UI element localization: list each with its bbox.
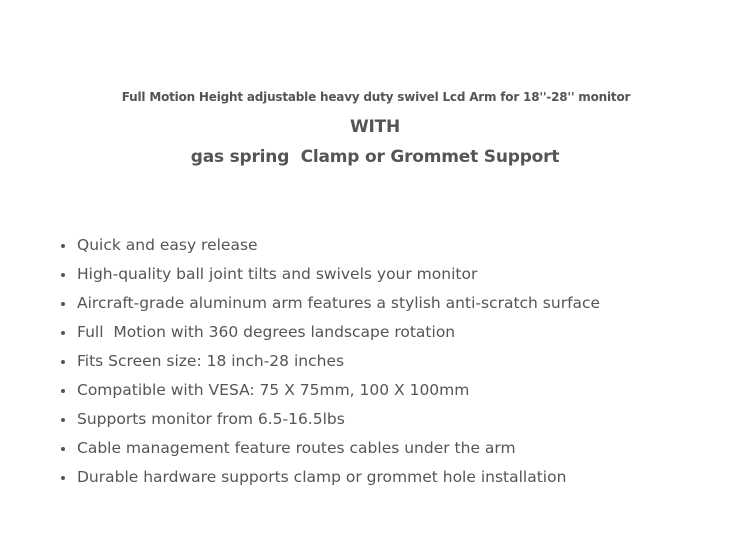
bullet-icon xyxy=(61,389,65,393)
feature-text: High-quality ball joint tilts and swivels your monitor xyxy=(77,265,478,283)
bullet-icon xyxy=(61,360,65,364)
feature-item xyxy=(58,463,600,492)
bullet-icon xyxy=(61,447,65,451)
feature-item xyxy=(58,405,600,434)
feature-item xyxy=(58,318,600,347)
feature-text: Supports monitor from 6.5-16.5lbs xyxy=(77,410,345,428)
feature-item xyxy=(58,376,600,405)
product-title xyxy=(0,82,750,172)
feature-text: Aircraft-grade aluminum arm features a stylish anti-scratch surface xyxy=(77,294,601,312)
product-title-line-3: gas spring Clamp or Grommet Support xyxy=(190,147,560,167)
feature-list xyxy=(58,231,600,492)
bullet-icon xyxy=(61,244,65,248)
feature-item xyxy=(58,289,600,318)
feature-item xyxy=(58,347,600,376)
feature-text: Quick and easy release xyxy=(77,236,258,254)
feature-text: Cable management feature routes cables under the arm xyxy=(77,439,516,457)
feature-text: Durable hardware supports clamp or grommet hole installation xyxy=(77,468,567,486)
bullet-icon xyxy=(61,331,65,335)
feature-text: Fits Screen size: 18 inch-28 inches xyxy=(77,352,345,370)
bullet-icon xyxy=(61,273,65,277)
feature-item xyxy=(58,231,600,260)
feature-item xyxy=(58,434,600,463)
feature-text: Compatible with VESA: 75 X 75mm, 100 X 100mm xyxy=(77,381,470,399)
bullet-icon xyxy=(61,418,65,422)
product-title-line-1: Full Motion Height adjustable heavy duty swivel Lcd Arm for 18''-28'' monitor xyxy=(121,90,631,104)
feature-item xyxy=(58,260,600,289)
product-title-line-2: WITH xyxy=(349,117,401,137)
bullet-icon xyxy=(61,476,65,480)
feature-text: Full Motion with 360 degrees landscape rotation xyxy=(77,323,456,341)
bullet-icon xyxy=(61,302,65,306)
